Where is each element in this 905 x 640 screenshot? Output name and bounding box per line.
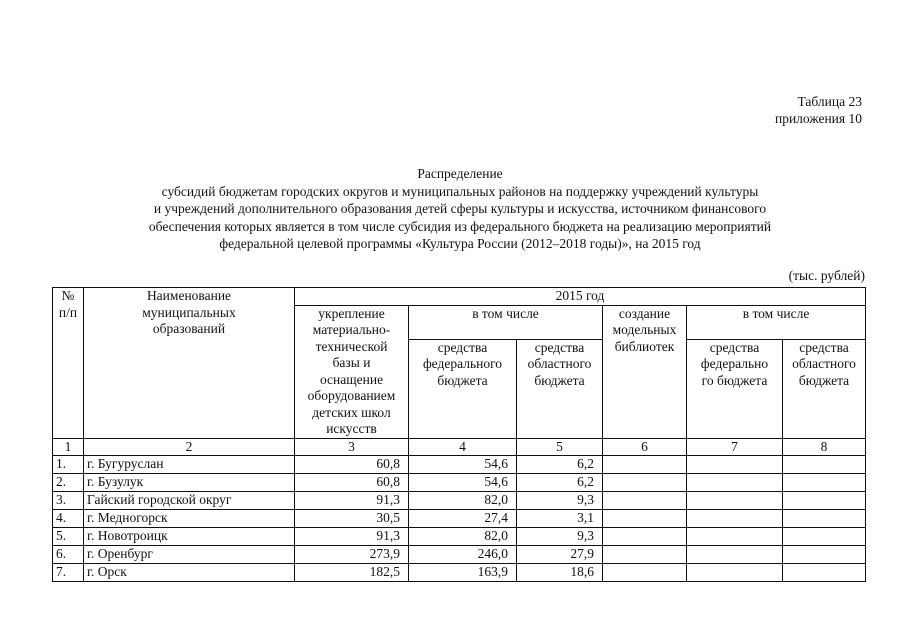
municipality-name: г. Оренбург xyxy=(84,546,295,564)
title-line-1: Распределение xyxy=(417,166,503,181)
row-number: 5. xyxy=(53,528,84,546)
cell-libraries xyxy=(603,474,687,492)
cell-federal-1: 82,0 xyxy=(409,492,517,510)
cell-regional-1: 9,3 xyxy=(517,528,603,546)
table-row xyxy=(53,564,866,582)
header-including-2: в том числе xyxy=(687,305,866,339)
cell-strengthening: 182,5 xyxy=(295,564,409,582)
cell-regional-2 xyxy=(783,546,866,564)
cell-federal-2 xyxy=(687,492,783,510)
row-number: 6. xyxy=(53,546,84,564)
cell-federal-2 xyxy=(687,528,783,546)
header-regional-1: средства областного бюджета xyxy=(517,339,603,438)
cell-federal-2 xyxy=(687,510,783,528)
column-number: 6 xyxy=(603,438,687,456)
subsidy-table xyxy=(52,287,866,582)
row-number: 2. xyxy=(53,474,84,492)
cell-regional-2 xyxy=(783,510,866,528)
cell-strengthening: 273,9 xyxy=(295,546,409,564)
cell-libraries xyxy=(603,510,687,528)
column-number: 4 xyxy=(409,438,517,456)
column-number: 7 xyxy=(687,438,783,456)
column-number: 8 xyxy=(783,438,866,456)
header-federal-2: средства федерально го бюджета xyxy=(687,339,783,438)
header-year: 2015 год xyxy=(295,288,866,306)
cell-federal-1: 82,0 xyxy=(409,528,517,546)
row-number: 3. xyxy=(53,492,84,510)
row-number: 1. xyxy=(53,456,84,474)
cell-regional-2 xyxy=(783,564,866,582)
cell-federal-2 xyxy=(687,546,783,564)
column-number: 2 xyxy=(84,438,295,456)
cell-regional-2 xyxy=(783,528,866,546)
cell-regional-2 xyxy=(783,474,866,492)
cell-regional-1: 27,9 xyxy=(517,546,603,564)
cell-federal-1: 54,6 xyxy=(409,474,517,492)
cell-strengthening: 60,8 xyxy=(295,456,409,474)
document-title xyxy=(70,165,850,253)
table-row xyxy=(53,510,866,528)
municipality-name: Гайский городской округ xyxy=(84,492,295,510)
title-line-3: и учреждений дополнительного образования детей сферы культуры и искусства, источником финансового xyxy=(153,201,767,216)
cell-regional-1: 18,6 xyxy=(517,564,603,582)
header-model-libraries: создание модельных библиотек xyxy=(603,305,687,438)
cell-regional-1: 6,2 xyxy=(517,456,603,474)
cell-libraries xyxy=(603,492,687,510)
table-row xyxy=(53,456,866,474)
municipality-name: г. Бузулук xyxy=(84,474,295,492)
cell-libraries xyxy=(603,564,687,582)
column-number-row xyxy=(53,438,866,456)
header-federal-1: средства федерального бюджета xyxy=(409,339,517,438)
title-line-5: федеральной целевой программы «Культура России (2012–2018 годы)», на 2015 год xyxy=(219,236,701,251)
cell-federal-2 xyxy=(687,564,783,582)
municipality-name: г. Орск xyxy=(84,564,295,582)
cell-libraries xyxy=(603,546,687,564)
header-number: № п/п xyxy=(53,288,84,439)
row-number: 4. xyxy=(53,510,84,528)
column-number: 3 xyxy=(295,438,409,456)
header-regional-2: средства областного бюджета xyxy=(783,339,866,438)
cell-federal-1: 27,4 xyxy=(409,510,517,528)
column-number: 5 xyxy=(517,438,603,456)
cell-federal-1: 246,0 xyxy=(409,546,517,564)
cell-federal-1: 54,6 xyxy=(409,456,517,474)
cell-strengthening: 91,3 xyxy=(295,528,409,546)
header-row-1 xyxy=(53,288,866,306)
cell-regional-1: 9,3 xyxy=(517,492,603,510)
cell-federal-1: 163,9 xyxy=(409,564,517,582)
cell-strengthening: 30,5 xyxy=(295,510,409,528)
cell-libraries xyxy=(603,528,687,546)
header-municipality: Наименование муниципальных образований xyxy=(84,288,295,439)
cell-strengthening: 60,8 xyxy=(295,474,409,492)
table-reference xyxy=(775,93,862,127)
cell-regional-1: 6,2 xyxy=(517,474,603,492)
units-label: (тыс. рублей) xyxy=(788,268,865,283)
cell-regional-2 xyxy=(783,492,866,510)
table-row xyxy=(53,546,866,564)
table-row xyxy=(53,474,866,492)
header-strengthening: укрепление материально- технической базы и оснащение оборудованием детских школ искусств xyxy=(295,305,409,438)
cell-strengthening: 91,3 xyxy=(295,492,409,510)
row-number: 7. xyxy=(53,564,84,582)
title-line-4: обеспечения которых является в том числе субсидия из федерального бюджета на реализацию мероприятий xyxy=(148,218,772,234)
municipality-name: г. Новотроицк xyxy=(84,528,295,546)
cell-regional-2 xyxy=(783,456,866,474)
title-line-2: субсидий бюджетам городских округов и муниципальных районов на поддержку учреждений культуры xyxy=(161,183,759,199)
municipality-name: г. Бугуруслан xyxy=(84,456,295,474)
cell-regional-1: 3,1 xyxy=(517,510,603,528)
appendix-number: приложения 10 xyxy=(774,111,862,126)
table-row xyxy=(53,492,866,510)
municipality-name: г. Медногорск xyxy=(84,510,295,528)
header-including-1: в том числе xyxy=(409,305,603,339)
cell-libraries xyxy=(603,456,687,474)
table-number: Таблица 23 xyxy=(797,94,862,109)
column-number: 1 xyxy=(53,438,84,456)
cell-federal-2 xyxy=(687,474,783,492)
cell-federal-2 xyxy=(687,456,783,474)
table-row xyxy=(53,528,866,546)
